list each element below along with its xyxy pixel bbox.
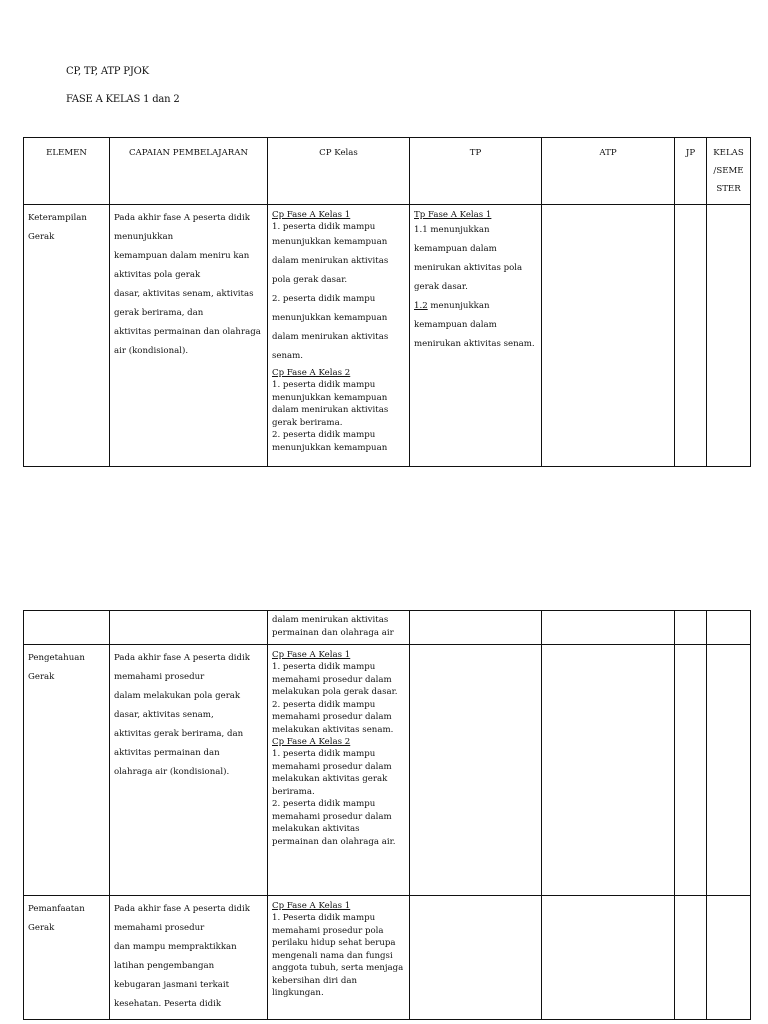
text-line: Pada akhir fase A peserta didik [114,213,251,223]
text-line: memahami prosedur [114,672,205,682]
text-line: aktivitas pola gerak [114,270,201,280]
cell-cp-kelas [268,205,410,467]
cell-tp [410,896,542,1020]
text-line: Gerak [28,672,55,682]
text-line: gerak berirama. [272,417,343,428]
cell-kelas-semester [707,611,751,645]
text-line: Keterampilan [28,213,87,223]
text-line [414,297,537,316]
cell-jp [675,611,707,645]
text-line: aktivitas permainan dan [114,748,220,758]
document-subtitle: FASE A KELAS 1 dan 2 [66,94,180,105]
text-line: menirukan aktivitas pola [414,263,523,273]
text-line: gerak berirama, dan [114,308,204,318]
cell-tp [410,205,542,467]
text-line: dalam menirukan aktivitas [272,332,389,342]
text-line: memahami prosedur dalam [272,811,392,822]
text-line: 1. peserta didik mampu [272,380,376,390]
text-line: Gerak [28,232,55,242]
cp-table-page-1 [23,137,751,467]
text-line: Pada akhir fase A peserta didik [114,904,251,914]
text-line: dalam melakukan pola gerak [114,691,241,701]
header-atp: ATP [542,138,675,205]
table-row [24,645,751,896]
cell-jp [675,645,707,896]
table-row [24,205,751,467]
text-line: menunjukkan [114,232,174,242]
cell-atp [542,205,675,467]
text-line: aktivitas gerak berirama, dan [114,729,244,739]
table-row [24,896,751,1020]
text-line: aktivitas permainan dan olahraga [114,327,261,337]
cp-table-page-2 [23,610,751,1020]
text-line: pola gerak dasar. [272,275,348,285]
cp-kelas-1-heading: Cp Fase A Kelas 1 [272,901,351,911]
text-line: menirukan aktivitas senam. [414,339,535,349]
header-elemen: ELEMEN [24,138,110,205]
text-line: 2. peserta didik mampu [272,430,376,440]
cell-tp [410,645,542,896]
text-line: olahraga air (kondisional). [114,767,230,777]
text-line: 2. peserta didik mampu [272,294,376,304]
text-line: kebugaran jasmani terkait [114,980,230,990]
text-line: Pemanfaatan [28,904,85,914]
cell-jp [675,205,707,467]
text-line: memahami prosedur dalam [272,712,392,722]
cell-elemen [24,896,110,1020]
cell-capaian [110,645,268,896]
text-line: kemampuan dalam [414,320,497,330]
text-line: anggota tubuh, serta menjaga [272,963,404,973]
text-line: dalam menirukan aktivitas [272,405,389,415]
cell-cp-kelas [268,645,410,896]
text-line: 1. peserta didik mampu [272,662,376,672]
tp-heading: Tp Fase A Kelas 1 [414,210,492,220]
text-line: gerak dasar. [414,282,468,292]
text-line: 1. peserta didik mampu [272,222,376,232]
text-line: 2. peserta didik mampu [272,799,376,809]
cell-cp-kelas [268,896,410,1020]
text-line: melakukan aktivitas senam. [272,724,394,735]
header-capaian: CAPAIAN PEMBELAJARAN [110,138,268,205]
cell-elemen [24,645,110,896]
text-line: 1. Peserta didik mampu [272,913,376,923]
text-line: senam. [272,351,304,361]
text-line: 1. peserta didik mampu [272,749,376,759]
text-line: memahami prosedur pola [272,925,384,936]
header-cp-kelas: CP Kelas [268,138,410,205]
text-line: berirama. [272,786,315,797]
text-line: 1.1 menunjukkan [414,225,490,235]
text-line: menunjukkan kemampuan [272,442,388,453]
cell-jp [675,896,707,1020]
text-line: latihan pengembangan [114,961,215,971]
header-kelas-semester: KELAS /SEME STER [707,138,751,205]
text-line: menunjukkan kemampuan [272,392,388,403]
cell-atp [542,896,675,1020]
cell-elemen [24,205,110,467]
text-line: lingkungan. [272,988,324,998]
cell-capaian [110,611,268,645]
cell-cp-kelas [268,611,410,645]
text-line: dan mampu mempraktikkan [114,942,237,952]
text-line: perilaku hidup sehat berupa [272,938,396,948]
text-line: kemampuan dalam meniru kan [114,251,250,261]
text-line: menunjukkan kemampuan [272,237,388,247]
text-line: melakukan aktivitas gerak [272,774,388,784]
text-fragment: menunjukkan [427,301,490,311]
table-row [24,611,751,645]
cell-capaian [110,205,268,467]
header-jp: JP [675,138,707,205]
text-line: permainan dan olahraga air. [272,836,396,847]
cp-kelas-1-heading: Cp Fase A Kelas 1 [272,650,351,660]
cell-atp [542,611,675,645]
text-line: dasar, aktivitas senam, aktivitas [114,289,254,299]
cell-tp [410,611,542,645]
text-line: kebersihan diri dan [272,975,358,986]
text-line: memahami prosedur dalam [272,761,392,772]
cell-kelas-semester [707,205,751,467]
cp-kelas-1-heading: Cp Fase A Kelas 1 [272,210,351,220]
cp-kelas-2-heading: Cp Fase A Kelas 2 [272,737,351,747]
text-line: melakukan aktivitas [272,824,360,834]
text-line: air (kondisional). [114,346,189,356]
cp-kelas-2-heading: Cp Fase A Kelas 2 [272,368,351,378]
text-line: 2. peserta didik mampu [272,699,376,710]
text-line: mengenali nama dan fungsi [272,950,393,961]
document-title: CP, TP, ATP PJOK [66,66,149,77]
text-line: Gerak [28,923,55,933]
text-line: memahami prosedur dalam [272,674,392,685]
cell-elemen [24,611,110,645]
text-line: dalam menirukan aktivitas [272,256,389,266]
text-line: kesehatan. Peserta didik [114,999,222,1009]
text-line: permainan dan olahraga air [272,627,394,638]
tp-number: 1.2 [414,301,428,311]
cell-capaian [110,896,268,1020]
text-line: memahami prosedur [114,923,205,933]
text-line: Pada akhir fase A peserta didik [114,653,251,663]
header-row [24,138,751,205]
text-line: kemampuan dalam [414,244,497,254]
text-line: dalam menirukan aktivitas [272,615,389,625]
text-line: Pengetahuan [28,653,85,663]
cell-kelas-semester [707,645,751,896]
header-tp: TP [410,138,542,205]
text-line: dasar, aktivitas senam, [114,710,214,720]
text-line: melakukan pola gerak dasar. [272,687,398,697]
text-line: menunjukkan kemampuan [272,313,388,323]
cell-kelas-semester [707,896,751,1020]
cell-atp [542,645,675,896]
